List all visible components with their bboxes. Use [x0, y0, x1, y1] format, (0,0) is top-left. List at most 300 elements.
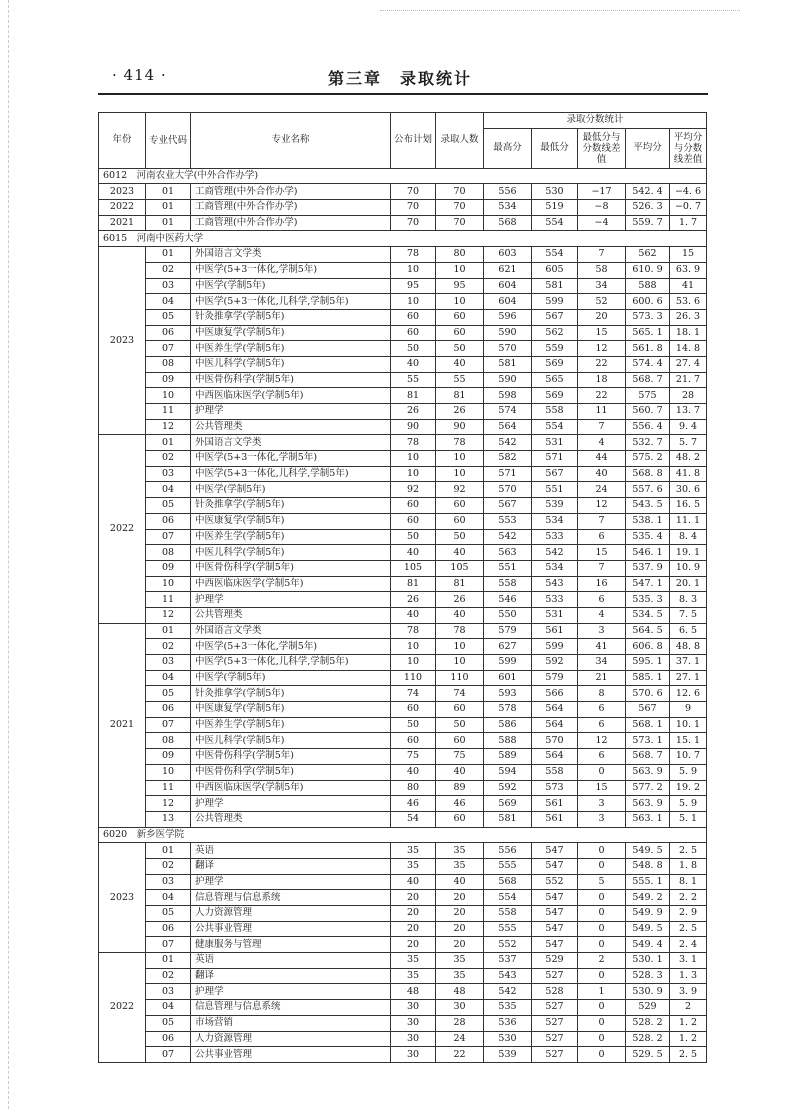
table-cell: 60	[436, 309, 484, 325]
table-cell: 599	[532, 639, 578, 655]
table-cell: 中医学(5+3一体化,儿科学,学制5年)	[191, 466, 391, 482]
table-row	[99, 733, 707, 749]
table-cell: 586	[484, 717, 532, 733]
header-max: 最高分	[484, 128, 532, 168]
table-cell: 22	[578, 356, 626, 372]
table-cell: 26	[391, 592, 436, 608]
table-cell: 16. 5	[670, 498, 707, 514]
table-cell: 12	[578, 733, 626, 749]
table-cell: 595. 1	[626, 655, 670, 671]
table-cell: 562	[626, 247, 670, 263]
table-cell: 533	[532, 529, 578, 545]
table-cell: 30	[391, 1000, 436, 1016]
table-cell: 74	[391, 686, 436, 702]
table-cell: 80	[436, 247, 484, 263]
table-cell: 09	[146, 372, 191, 388]
table-cell: 534	[532, 513, 578, 529]
table-cell: 护理学	[191, 984, 391, 1000]
table-row	[99, 968, 707, 984]
table-cell: 551	[484, 560, 532, 576]
table-cell: 中医康复学(学制5年)	[191, 325, 391, 341]
table-cell: 519	[532, 200, 578, 216]
table-cell: 01	[146, 623, 191, 639]
table-cell: 英语	[191, 843, 391, 859]
table-cell: 人力资源管理	[191, 1031, 391, 1047]
table-cell: 09	[146, 560, 191, 576]
table-cell: 70	[391, 184, 436, 200]
table-cell: 03	[146, 984, 191, 1000]
table-row	[99, 529, 707, 545]
table-row	[99, 184, 707, 200]
table-cell: 0	[578, 937, 626, 953]
table-cell: 564	[532, 717, 578, 733]
table-cell: 585. 1	[626, 670, 670, 686]
table-cell: 561	[532, 811, 578, 827]
table-cell: 14. 8	[670, 341, 707, 357]
table-cell: 10	[436, 655, 484, 671]
table-cell: 20	[391, 890, 436, 906]
table-cell: 10	[436, 294, 484, 310]
table-cell: 556	[484, 184, 532, 200]
table-cell: 中医学(学制5年)	[191, 670, 391, 686]
table-cell: 工商管理(中外合作办学)	[191, 215, 391, 231]
table-cell: 552	[484, 937, 532, 953]
table-cell: 526. 3	[626, 200, 670, 216]
table-cell: 565	[532, 372, 578, 388]
table-cell: 577. 2	[626, 780, 670, 796]
table-cell: 03	[146, 278, 191, 294]
table-cell: 549. 5	[626, 843, 670, 859]
table-cell: 翻译	[191, 858, 391, 874]
admission-table	[98, 112, 707, 1063]
table-cell: 547	[532, 858, 578, 874]
table-cell: 568. 1	[626, 717, 670, 733]
table-cell: 543. 5	[626, 498, 670, 514]
table-cell: 627	[484, 639, 532, 655]
table-cell: 针灸推拿学(学制5年)	[191, 309, 391, 325]
table-cell: 37. 1	[670, 655, 707, 671]
table-cell: 01	[146, 215, 191, 231]
table-cell: 60	[436, 513, 484, 529]
section-label: 6012 河南农业大学(中外合作办学)	[99, 168, 707, 184]
table-cell: 50	[391, 529, 436, 545]
table-body	[99, 168, 707, 1062]
table-cell: 9. 4	[670, 419, 707, 435]
table-cell: 40	[391, 356, 436, 372]
table-cell: 10	[391, 451, 436, 467]
table-cell: 外国语言文学类	[191, 435, 391, 451]
table-cell: 568	[484, 215, 532, 231]
table-cell: 中医儿科学(学制5年)	[191, 545, 391, 561]
header-admitted: 录取人数	[436, 113, 484, 169]
table-cell: 外国语言文学类	[191, 623, 391, 639]
table-cell: 01	[146, 953, 191, 969]
table-row	[99, 1000, 707, 1016]
table-cell: 10	[391, 294, 436, 310]
header-min: 最低分	[532, 128, 578, 168]
table-cell: 546	[484, 592, 532, 608]
table-cell: 护理学	[191, 404, 391, 420]
table-cell: 599	[532, 294, 578, 310]
table-cell: 594	[484, 764, 532, 780]
table-cell: 95	[391, 278, 436, 294]
scan-top-marks	[380, 10, 740, 11]
table-cell: 24	[578, 482, 626, 498]
table-cell: 06	[146, 702, 191, 718]
year-cell: 2023	[99, 247, 146, 435]
table-cell: 528. 2	[626, 1031, 670, 1047]
table-cell: 532. 7	[626, 435, 670, 451]
table-cell: 70	[391, 215, 436, 231]
table-cell: 03	[146, 874, 191, 890]
table-cell: 中医骨伤科学(学制5年)	[191, 560, 391, 576]
table-cell: 566	[532, 686, 578, 702]
table-cell: 567	[626, 702, 670, 718]
table-cell: 10	[436, 451, 484, 467]
table-cell: 534	[484, 200, 532, 216]
table-cell: 02	[146, 262, 191, 278]
header-min-diff: 最低分与分数线差值	[578, 128, 626, 168]
table-cell: 527	[532, 1047, 578, 1063]
table-cell: 20	[436, 906, 484, 922]
table-cell: 46	[436, 796, 484, 812]
table-cell: 54	[391, 811, 436, 827]
table-cell: 04	[146, 670, 191, 686]
table-cell: 1. 3	[670, 968, 707, 984]
table-cell: 06	[146, 325, 191, 341]
table-cell: 78	[436, 435, 484, 451]
table-cell: 588	[484, 733, 532, 749]
table-row	[99, 811, 707, 827]
table-cell: 7	[578, 513, 626, 529]
table-cell: 621	[484, 262, 532, 278]
table-cell: 20	[436, 921, 484, 937]
table-cell: 60	[391, 498, 436, 514]
table-cell: 110	[436, 670, 484, 686]
section-label: 6015 河南中医药大学	[99, 231, 707, 247]
table-cell: 559	[532, 341, 578, 357]
table-cell: 08	[146, 733, 191, 749]
year-cell: 2022	[99, 953, 146, 1063]
table-cell: 翻译	[191, 968, 391, 984]
table-cell: 561	[532, 623, 578, 639]
table-cell: −4. 6	[670, 184, 707, 200]
table-cell: 63. 9	[670, 262, 707, 278]
table-cell: 590	[484, 325, 532, 341]
table-cell: 2. 5	[670, 843, 707, 859]
table-cell: 564. 5	[626, 623, 670, 639]
table-cell: 604	[484, 294, 532, 310]
table-cell: 40	[436, 356, 484, 372]
table-cell: 10	[146, 764, 191, 780]
table-cell: 603	[484, 247, 532, 263]
table-cell: 593	[484, 686, 532, 702]
table-cell: 11	[146, 404, 191, 420]
table-cell: 中医学(5+3一体化,儿科学,学制5年)	[191, 294, 391, 310]
table-cell: 75	[436, 749, 484, 765]
table-cell: 589	[484, 749, 532, 765]
table-row	[99, 937, 707, 953]
table-cell: 20. 1	[670, 576, 707, 592]
table-cell: 553	[484, 513, 532, 529]
table-cell: 0	[578, 858, 626, 874]
table-cell: 9	[670, 702, 707, 718]
table-cell: 12	[578, 498, 626, 514]
table-cell: 10	[436, 262, 484, 278]
table-row	[99, 1047, 707, 1063]
table-cell: 552	[532, 874, 578, 890]
table-cell: 5. 9	[670, 764, 707, 780]
table-cell: 529	[626, 1000, 670, 1016]
table-cell: 20	[436, 890, 484, 906]
table-cell: 12	[146, 796, 191, 812]
table-cell: 20	[391, 937, 436, 953]
table-cell: 10. 7	[670, 749, 707, 765]
table-cell: 01	[146, 435, 191, 451]
table-cell: 1. 2	[670, 1015, 707, 1031]
table-cell: 15	[578, 545, 626, 561]
table-cell: 527	[532, 1031, 578, 1047]
table-cell: 574	[484, 404, 532, 420]
table-cell: 582	[484, 451, 532, 467]
table-cell: 599	[484, 655, 532, 671]
table-cell: 中西医临床医学(学制5年)	[191, 780, 391, 796]
table-cell: 55	[391, 372, 436, 388]
table-cell: 2. 5	[670, 1047, 707, 1063]
table-cell: 18	[578, 372, 626, 388]
year-cell: 2022	[99, 435, 146, 623]
table-cell: 549. 2	[626, 890, 670, 906]
table-cell: 556. 4	[626, 419, 670, 435]
table-cell: 中医养生学(学制5年)	[191, 341, 391, 357]
table-cell: 11. 1	[670, 513, 707, 529]
table-cell: 570. 6	[626, 686, 670, 702]
table-cell: 4	[578, 435, 626, 451]
table-cell: 606. 8	[626, 639, 670, 655]
table-cell: 596	[484, 309, 532, 325]
table-cell: 81	[436, 576, 484, 592]
table-cell: 10	[436, 639, 484, 655]
table-cell: 05	[146, 309, 191, 325]
table-cell: 20	[391, 906, 436, 922]
table-cell: 530. 1	[626, 953, 670, 969]
table-row	[99, 858, 707, 874]
chapter-title: 第三章 录取统计	[327, 69, 472, 88]
table-row	[99, 325, 707, 341]
table-cell: 10	[436, 466, 484, 482]
table-cell: 564	[484, 419, 532, 435]
table-cell: 534. 5	[626, 607, 670, 623]
table-cell: 75	[391, 749, 436, 765]
table-cell: 05	[146, 1015, 191, 1031]
table-cell: 2. 5	[670, 921, 707, 937]
table-row	[99, 1031, 707, 1047]
table-cell: 公共管理类	[191, 419, 391, 435]
table-row	[99, 592, 707, 608]
table-cell: 554	[484, 890, 532, 906]
table-cell: 6	[578, 592, 626, 608]
table-row	[99, 388, 707, 404]
table-cell: 527	[532, 1015, 578, 1031]
section-row	[99, 827, 707, 843]
table-row	[99, 655, 707, 671]
table-cell: 549. 9	[626, 906, 670, 922]
table-cell: 81	[391, 388, 436, 404]
table-cell: 中医康复学(学制5年)	[191, 702, 391, 718]
table-cell: 7. 5	[670, 607, 707, 623]
table-cell: 3. 1	[670, 953, 707, 969]
table-cell: 中医学(5+3一体化,学制5年)	[191, 639, 391, 655]
table-cell: 50	[436, 717, 484, 733]
table-cell: 07	[146, 341, 191, 357]
table-cell: 02	[146, 639, 191, 655]
table-cell: 60	[391, 513, 436, 529]
table-cell: 12	[146, 607, 191, 623]
table-cell: 11	[146, 592, 191, 608]
table-cell: 中西医临床医学(学制5年)	[191, 388, 391, 404]
table-cell: 护理学	[191, 874, 391, 890]
table-cell: 中西医临床医学(学制5年)	[191, 576, 391, 592]
table-cell: 78	[436, 623, 484, 639]
table-cell: 13. 7	[670, 404, 707, 420]
table-cell: 15	[670, 247, 707, 263]
table-cell: 60	[391, 733, 436, 749]
table-cell: 04	[146, 482, 191, 498]
table-cell: 01	[146, 184, 191, 200]
table-cell: 0	[578, 843, 626, 859]
table-cell: 35	[436, 858, 484, 874]
table-row	[99, 670, 707, 686]
table-cell: 569	[484, 796, 532, 812]
table-cell: 中医学(学制5年)	[191, 482, 391, 498]
table-cell: 中医骨伤科学(学制5年)	[191, 749, 391, 765]
table-cell: 543	[532, 576, 578, 592]
table-cell: 574. 4	[626, 356, 670, 372]
table-cell: 578	[484, 702, 532, 718]
table-cell: 22	[578, 388, 626, 404]
table-cell: 中医儿科学(学制5年)	[191, 356, 391, 372]
table-cell: 40	[391, 764, 436, 780]
table-cell: 2. 9	[670, 906, 707, 922]
table-cell: 护理学	[191, 592, 391, 608]
table-cell: 60	[436, 733, 484, 749]
table-cell: 1. 8	[670, 858, 707, 874]
table-cell: 70	[391, 200, 436, 216]
table-cell: 11	[578, 404, 626, 420]
table-cell: 20	[436, 937, 484, 953]
table-cell: 27. 1	[670, 670, 707, 686]
table-cell: 78	[391, 435, 436, 451]
table-cell: 547. 1	[626, 576, 670, 592]
table-cell: 579	[532, 670, 578, 686]
table-cell: 1	[578, 984, 626, 1000]
table-cell: 16	[578, 576, 626, 592]
header-code: 专业代码	[146, 113, 191, 169]
table-cell: 110	[391, 670, 436, 686]
table-cell: 89	[436, 780, 484, 796]
table-cell: 0	[578, 1000, 626, 1016]
table-cell: 592	[532, 655, 578, 671]
table-cell: 04	[146, 890, 191, 906]
table-cell: 81	[391, 576, 436, 592]
table-cell: 581	[484, 811, 532, 827]
table-cell: 80	[391, 780, 436, 796]
table-cell: 563. 1	[626, 811, 670, 827]
table-cell: 12	[578, 341, 626, 357]
table-cell: 24	[436, 1031, 484, 1047]
table-cell: 0	[578, 890, 626, 906]
section-label: 6020 新乡医学院	[99, 827, 707, 843]
table-row	[99, 717, 707, 733]
table-cell: 554	[532, 247, 578, 263]
table-cell: 561	[532, 796, 578, 812]
table-cell: 81	[436, 388, 484, 404]
table-row	[99, 780, 707, 796]
table-cell: 15. 1	[670, 733, 707, 749]
table-cell: 571	[484, 466, 532, 482]
table-cell: 536	[484, 1015, 532, 1031]
table-cell: 563. 9	[626, 796, 670, 812]
table-row	[99, 607, 707, 623]
table-cell: 40	[391, 607, 436, 623]
table-cell: 12	[146, 419, 191, 435]
table-cell: 05	[146, 906, 191, 922]
table-cell: 564	[532, 702, 578, 718]
table-row	[99, 545, 707, 561]
table-cell: 535. 3	[626, 592, 670, 608]
table-cell: 563	[484, 545, 532, 561]
table-cell: 35	[391, 953, 436, 969]
table-cell: 08	[146, 356, 191, 372]
table-cell: 35	[391, 843, 436, 859]
table-cell: 570	[532, 733, 578, 749]
table-cell: 30	[391, 1047, 436, 1063]
table-cell: 01	[146, 247, 191, 263]
table-cell: 562	[532, 325, 578, 341]
table-row	[99, 262, 707, 278]
table-cell: 527	[532, 1000, 578, 1016]
table-cell: 针灸推拿学(学制5年)	[191, 686, 391, 702]
table-cell: 28	[670, 388, 707, 404]
table-cell: 558	[484, 906, 532, 922]
table-cell: 10. 9	[670, 560, 707, 576]
table-cell: 588	[626, 278, 670, 294]
table-cell: 528. 3	[626, 968, 670, 984]
table-cell: 547	[532, 921, 578, 937]
table-cell: 10	[391, 262, 436, 278]
table-row	[99, 294, 707, 310]
table-row	[99, 764, 707, 780]
table-row	[99, 513, 707, 529]
table-cell: 547	[532, 890, 578, 906]
table-cell: 工商管理(中外合作办学)	[191, 184, 391, 200]
table-cell: 10	[146, 388, 191, 404]
table-cell: 41	[578, 639, 626, 655]
table-cell: 30	[391, 1031, 436, 1047]
table-cell: 05	[146, 498, 191, 514]
table-cell: 中医养生学(学制5年)	[191, 717, 391, 733]
table-cell: 610. 9	[626, 262, 670, 278]
table-cell: 48. 2	[670, 451, 707, 467]
table-cell: 05	[146, 686, 191, 702]
table-cell: 11	[146, 780, 191, 796]
table-cell: 58	[578, 262, 626, 278]
table-cell: 549. 4	[626, 937, 670, 953]
table-cell: 2. 4	[670, 937, 707, 953]
table-cell: 570	[484, 341, 532, 357]
table-cell: 567	[532, 309, 578, 325]
table-cell: 601	[484, 670, 532, 686]
